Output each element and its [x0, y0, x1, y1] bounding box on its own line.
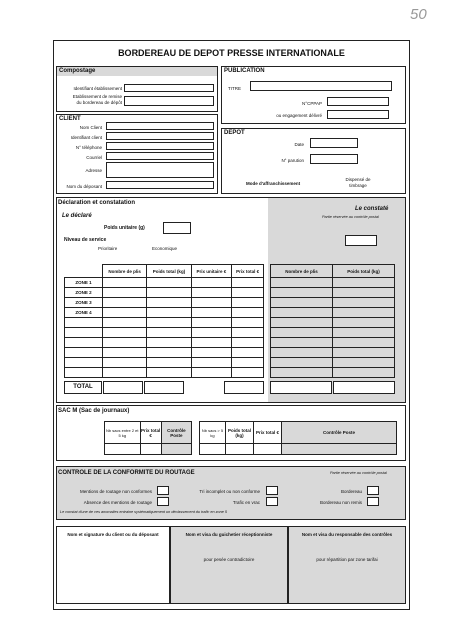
telephone-label: N° téléphone: [75, 145, 102, 150]
trafic-checkbox[interactable]: [266, 497, 278, 506]
table-row: [271, 308, 395, 318]
remis-label: Bordereau non remis: [319, 500, 362, 505]
table-row: [271, 348, 395, 358]
depot-title: DEPOT: [224, 130, 245, 136]
zone-label: ZONE 1: [65, 278, 103, 288]
table-row: [65, 328, 264, 338]
total-label-box: [64, 381, 102, 394]
nom-client-field[interactable]: [106, 122, 214, 130]
signature-responsable-label: Nom et visa du responsable des contrôles: [301, 532, 393, 537]
courriel-label: Courriel: [86, 155, 102, 160]
sacm-prix-total2-label: Prix total €: [254, 422, 282, 444]
poids-unitaire-label: Poids unitaire (g): [104, 225, 145, 231]
conformite-title: CONTROLE DE LA CONFORMITE DU ROUTAGE: [58, 470, 195, 476]
mode-affranchissement-label: Mode d'affranchissement: [246, 181, 301, 186]
declaration-table: [64, 264, 264, 378]
telephone-field[interactable]: [106, 142, 214, 150]
table-row: [65, 288, 264, 298]
declaration-table-corner: [65, 265, 103, 278]
pesee-label: pour pesée contradictoire: [203, 557, 255, 562]
trafic-label: Trafic en vrac: [232, 500, 260, 505]
parution-label: N° parution: [281, 158, 304, 163]
table-row: [65, 298, 264, 308]
compostage-identifiant-field[interactable]: [124, 84, 214, 92]
deposant-label: Nom du déposant: [66, 184, 102, 189]
signature-responsable-box[interactable]: [288, 526, 406, 604]
col-constate-poids-total: Poids total (kg): [333, 265, 395, 278]
total-label: TOTAL: [73, 384, 93, 390]
identifiant-client-label: Identifiant client: [70, 135, 102, 140]
sacm-controle2-label: Contrôle Poste: [282, 422, 397, 444]
table-row: [271, 318, 395, 328]
col-prix-unitaire: Prix unitaire €: [191, 265, 232, 278]
table-row: [271, 278, 395, 288]
cppap-label: N°CPPAP: [302, 101, 322, 106]
table-row: [271, 358, 395, 368]
bordereau-checkbox[interactable]: [367, 486, 379, 495]
adresse-label: Adresse: [85, 168, 102, 173]
table-row: [271, 328, 395, 338]
conformite-note: Le constat d'une de ces anomalies entraine systématiquement un déclassement du trafic en zone 5: [60, 510, 228, 514]
client-title: CLIENT: [59, 116, 81, 122]
col-poids-total: Poids total (kg): [147, 265, 191, 278]
engagement-label: ou engagement délivré: [276, 113, 322, 118]
prioritaire-label: Prioritaire: [98, 246, 118, 251]
table-row: [271, 288, 395, 298]
form-title: BORDEREAU DE DEPOT PRESSE INTERNATIONALE: [118, 48, 345, 58]
col-nombre-plis: Nombre de plis: [103, 265, 147, 278]
economique-label: Economique: [152, 246, 178, 251]
table-row: [65, 368, 264, 378]
constate-total-plis-field[interactable]: [270, 381, 332, 394]
compostage-title: Compostage: [57, 67, 217, 76]
sacm-prix-total-label: Prix total €: [140, 422, 161, 444]
titre-label: TITRE: [228, 86, 241, 91]
sacm-controle-label: Contrôle Poste: [161, 422, 191, 444]
absence-label: Absence des mentions de routage: [83, 500, 152, 505]
constate-niveau-field[interactable]: [345, 235, 377, 246]
table-row: [271, 298, 395, 308]
sacs-2-5kg-label: Nb sacs entre 2 et 5 kg: [105, 422, 141, 444]
mentions-label: Mentions de routage non conformes: [79, 489, 152, 494]
engagement-field[interactable]: [327, 110, 389, 119]
table-row: [271, 368, 395, 378]
constate-label: Le constaté: [355, 206, 389, 212]
signature-guichetier-box[interactable]: [170, 526, 288, 604]
total-poids-field[interactable]: [144, 381, 184, 394]
table-row: [65, 308, 264, 318]
zone-label: ZONE 4: [65, 308, 103, 318]
signature-client-box[interactable]: [56, 526, 170, 604]
compostage-etab1-label: Etablissement de remise: [72, 94, 122, 99]
page-number: 50: [410, 6, 427, 23]
dispense-label-1: Dispensé de: [345, 177, 371, 182]
sacm-poids-total-label: Poids total (kg): [226, 422, 254, 444]
publication-title: PUBLICATION: [224, 68, 265, 74]
cppap-field[interactable]: [327, 97, 389, 106]
sacs-5kg-label: Nb sacs > 5 kg: [200, 422, 226, 444]
compostage-etab2-label: du bordereau de dépôt: [76, 100, 122, 105]
table-row: [271, 338, 395, 348]
col-prix-total: Prix total €: [232, 265, 264, 278]
constate-total-poids-field[interactable]: [333, 381, 395, 394]
adresse-field[interactable]: [106, 162, 214, 178]
table-row: [65, 348, 264, 358]
poids-unitaire-field[interactable]: [163, 222, 191, 234]
table-row: [65, 278, 264, 288]
sacm-title: SAC M (Sac de journaux): [58, 408, 130, 414]
parution-field[interactable]: [310, 154, 358, 164]
niveau-service-label: Niveau de service: [64, 237, 107, 243]
courriel-field[interactable]: [106, 152, 214, 160]
zone-label: ZONE 3: [65, 298, 103, 308]
mentions-checkbox[interactable]: [157, 486, 169, 495]
constate-table: [270, 264, 395, 378]
tri-label: Tri incomplet ou non conforme: [199, 489, 260, 494]
remis-checkbox[interactable]: [367, 497, 379, 506]
sacm-table-2: [199, 421, 397, 455]
tri-checkbox[interactable]: [266, 486, 278, 495]
conformite-reserve-note: Partie réservée au contrôle postal: [330, 471, 387, 475]
date-label: Date: [294, 142, 304, 147]
sacm-table-1: [104, 421, 192, 455]
signature-client-label: Nom et signature du client ou du déposant: [67, 532, 159, 537]
deposant-field[interactable]: [106, 181, 214, 189]
total-prix-field[interactable]: [224, 381, 264, 394]
table-row: [65, 358, 264, 368]
dispense-label-2: timbrage: [349, 183, 367, 188]
col-constate-nombre-plis: Nombre de plis: [271, 265, 333, 278]
constate-reserve-note: Partie réservée au contrôle postal: [322, 215, 379, 219]
nom-client-label: Nom Client: [79, 125, 102, 130]
table-row: [65, 318, 264, 328]
declare-label: Le déclaré: [62, 213, 92, 219]
titre-field[interactable]: [250, 81, 392, 91]
total-plis-field[interactable]: [103, 381, 143, 394]
compostage-etab-field[interactable]: [124, 96, 214, 106]
compostage-identifiant-label: Identifiant établissement: [73, 86, 122, 91]
declaration-title: Déclaration et constatation: [58, 200, 136, 206]
signature-guichetier-label: Nom et visa du guichetier réceptionniste: [185, 532, 273, 537]
repartition-label: pour répartition par zone tarifai: [316, 557, 378, 562]
identifiant-client-field[interactable]: [106, 132, 214, 140]
bordereau-label: Bordereau: [340, 489, 362, 494]
zone-label: ZONE 2: [65, 288, 103, 298]
absence-checkbox[interactable]: [157, 497, 169, 506]
table-row: [65, 338, 264, 348]
date-field[interactable]: [310, 138, 358, 148]
